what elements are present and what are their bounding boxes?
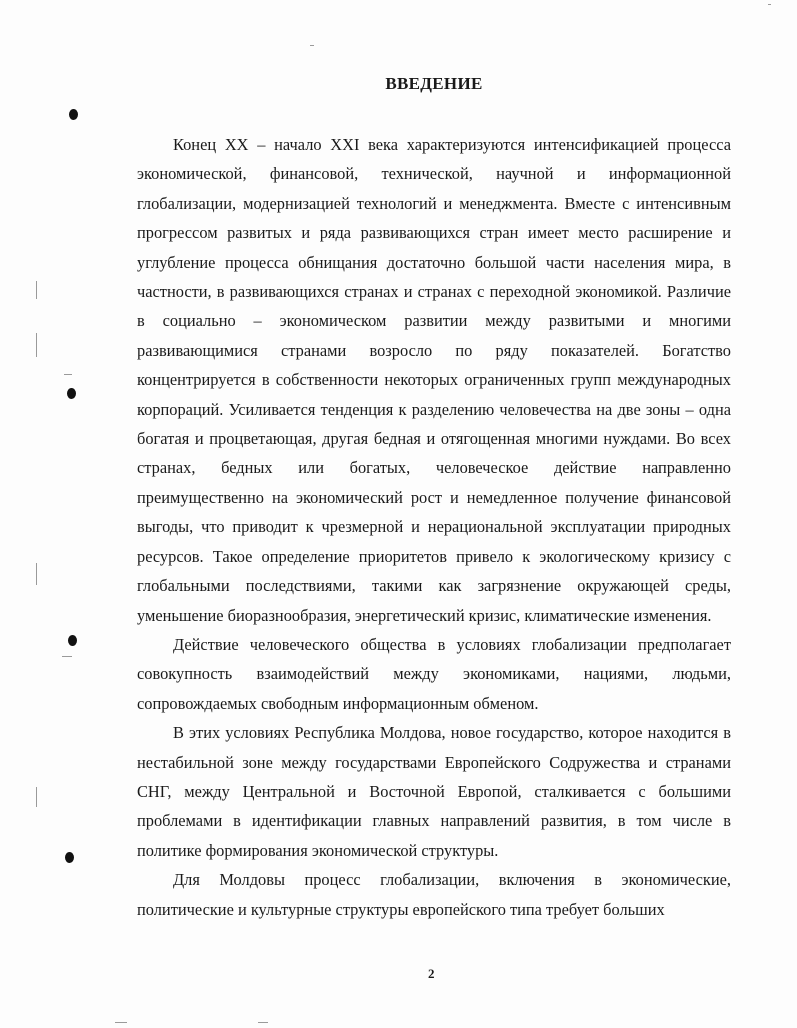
margin-mark	[258, 1022, 268, 1023]
page-number: 2	[428, 966, 435, 981]
page-title: ВВЕДЕНИЕ	[385, 74, 483, 93]
margin-mark	[36, 281, 37, 299]
margin-mark	[115, 1022, 127, 1023]
margin-mark	[62, 656, 72, 657]
margin-mark	[36, 787, 37, 807]
paragraph-1: Конец XX – начало XXI века характеризуются интенсификацией процесса экономической, финансовой, технической, научной и информационной глобализации, модернизацией технологий и менеджмента. Вместе с интенсивным прогрессом развитых и ряда развивающихся стран имеет место расширение и углубление процесса обнищания достаточно большой части населения мира, в частности, в развивающихся странах и странах с переходной экономикой. Различие в социально – экономическом развитии между развитыми и многими развивающимися странами возросло по ряду показателей. Богатство концентрируется в собственности некоторых ограниченных групп международных корпораций. Усиливается тенденция к разделению человечества на две зоны – одна богатая и процветающая, другая бедная и отягощенная многими нуждами. Во всех странах, бедных или богатых, человеческое действие направленно преимущественно на экономический рост и немедленное получение финансовой выгоды, что приводит к чрезмерной и нерациональной эксплуатации природных ресурсов. Такое определение приоритетов привело к экологическому кризису с глобальными последствиями, такими как загрязнение окружающей среды, уменьшение биоразнообразия, энергетический кризис, климатические изменения.	[137, 135, 731, 625]
paragraph-2: Действие человеческого общества в условиях глобализации предполагает совокупность взаимодействий между экономиками, нациями, людьми, сопровождаемых свободным информационным обменом.	[137, 634, 731, 713]
punch-hole-mark	[65, 852, 74, 863]
margin-mark	[36, 333, 37, 357]
punch-hole-mark	[68, 635, 77, 646]
margin-mark	[310, 45, 314, 46]
body-text	[137, 130, 731, 924]
paragraph-3: В этих условиях Республика Молдова, новое государство, которое находится в нестабильной зоне между государствами Европейского Содружества и странами СНГ, между Центральной и Восточной Европой, сталкивается с большими проблемами в идентификации главных направлений развития, в том числе в политике формирования экономической структуры.	[137, 723, 731, 860]
punch-hole-mark	[69, 109, 78, 120]
margin-mark	[64, 374, 72, 375]
margin-mark	[768, 4, 771, 5]
paragraph-4: Для Молдовы процесс глобализации, включения в экономические, политические и культурные структуры европейского типа требует больших	[137, 870, 731, 919]
punch-hole-mark	[67, 388, 76, 399]
margin-mark	[36, 563, 37, 585]
